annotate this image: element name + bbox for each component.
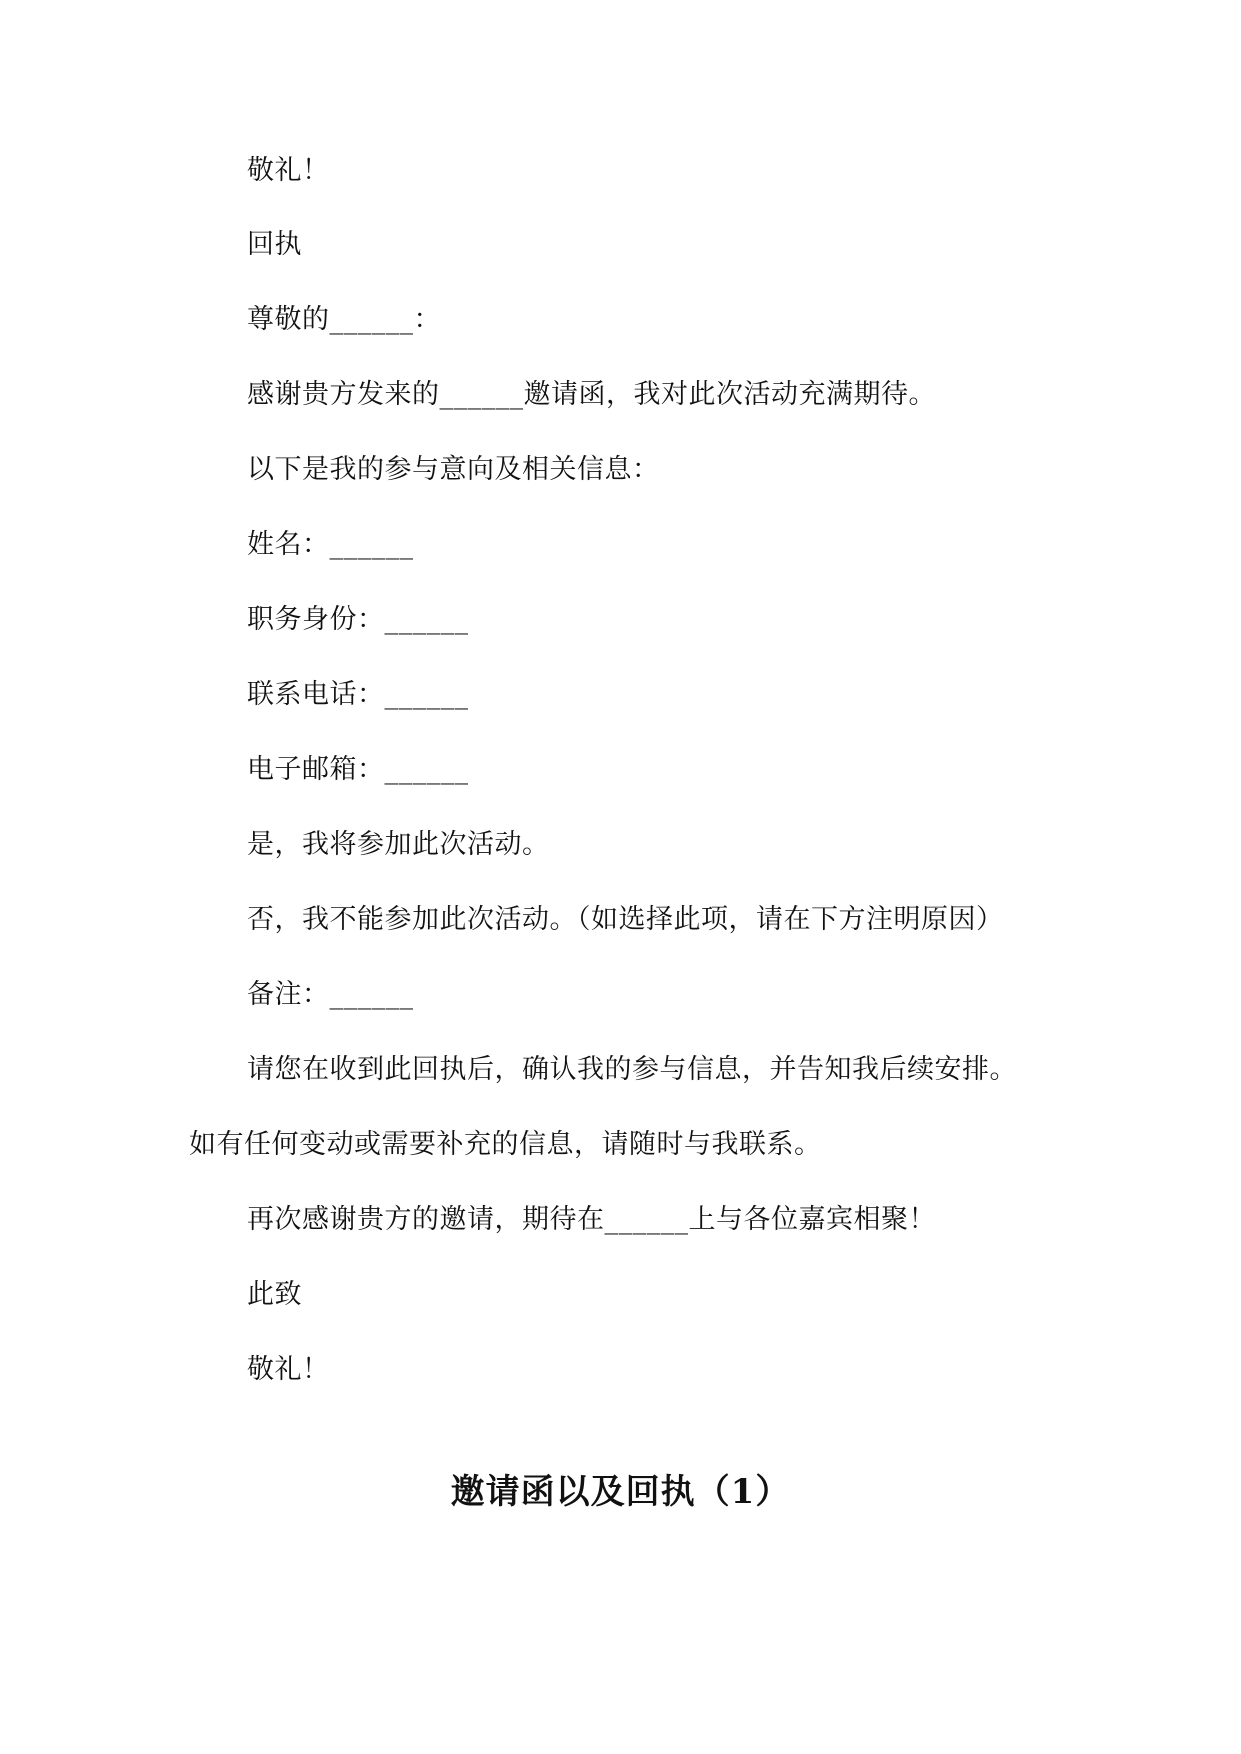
field-position: 职务身份：______ xyxy=(247,604,469,635)
thanks-again-paragraph: 再次感谢贵方的邀请，期待在______上与各位嘉宾相聚！ xyxy=(247,1204,936,1235)
info-intro: 以下是我的参与意向及相关信息： xyxy=(247,454,660,485)
field-remarks: 备注：______ xyxy=(247,979,414,1010)
option-decline: 否，我不能参加此次活动。（如选择此项，请在下方注明原因） xyxy=(247,904,1004,935)
field-email: 电子邮箱：______ xyxy=(247,754,469,785)
thanks-paragraph: 感谢贵方发来的______邀请函，我对此次活动充满期待。 xyxy=(247,379,936,410)
confirm-paragraph-line2: 如有任何变动或需要补充的信息，请随时与我联系。 xyxy=(189,1129,822,1160)
field-phone: 联系电话：______ xyxy=(247,679,469,710)
section-title: 邀请函以及回执（1） xyxy=(450,1472,791,1512)
confirm-paragraph-line1: 请您在收到此回执后，确认我的参与信息，并告知我后续安排。 xyxy=(247,1054,1017,1085)
receipt-heading: 回执 xyxy=(247,229,302,260)
option-attend: 是，我将参加此次活动。 xyxy=(247,829,550,860)
field-name: 姓名：______ xyxy=(247,529,414,560)
closing-salute: 敬礼！ xyxy=(247,155,330,186)
salutation: 尊敬的______： xyxy=(247,304,441,335)
closing-salute-final: 敬礼！ xyxy=(247,1354,330,1385)
closing-cizhi: 此致 xyxy=(247,1279,302,1310)
